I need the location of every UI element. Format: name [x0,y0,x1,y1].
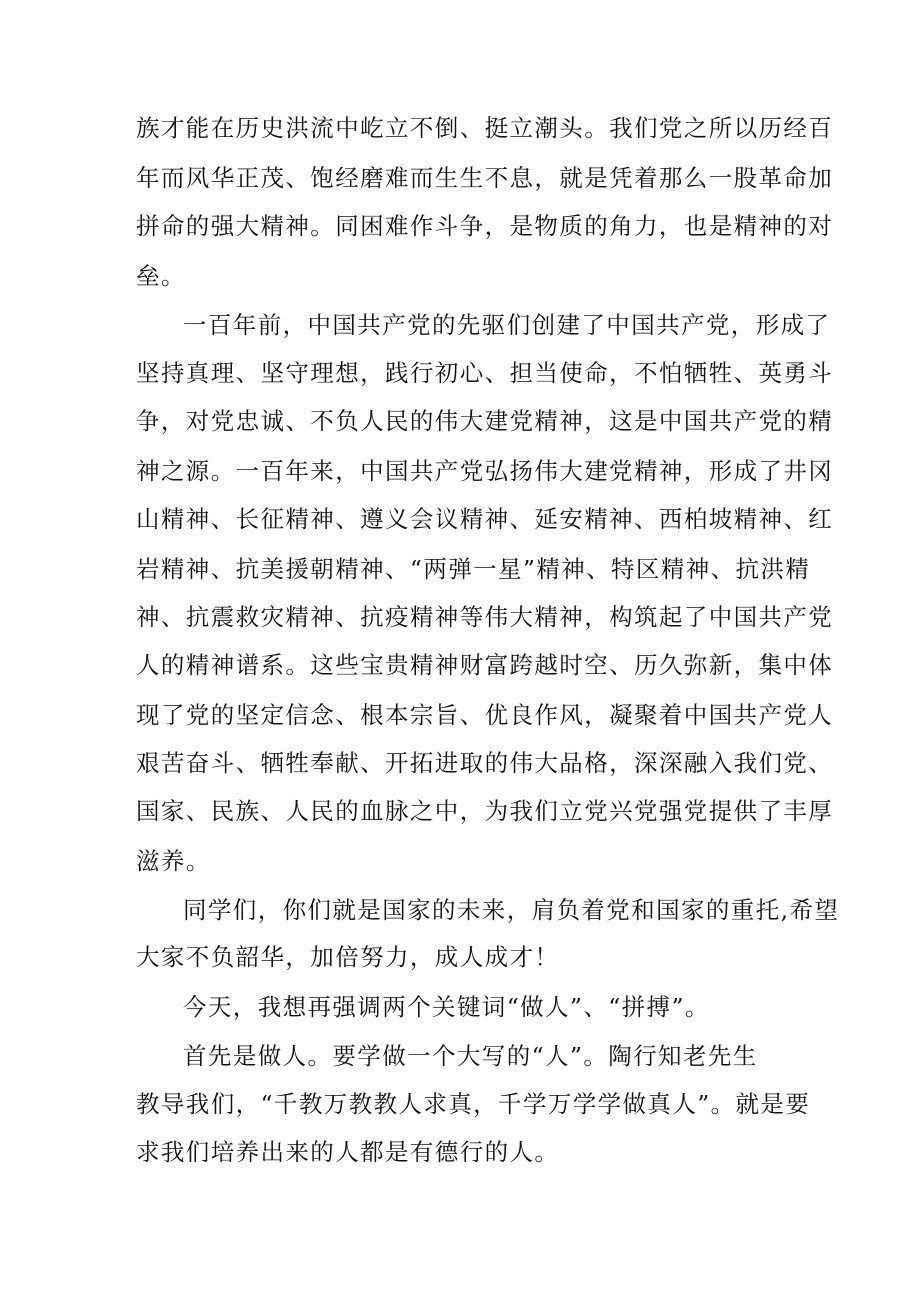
paragraph-start-line: 首先是做人。要学做一个大写的“人”。陶行知老先生 [183,1042,758,1070]
paragraph-start-line: 今天，我想再强调两个关键词“做人”、“拼搏”。 [183,993,710,1021]
text-line: 坚持真理、坚守理想，践行初心、担当使命，不怕牺牲、英勇斗 [136,359,834,387]
text-line: 人的精神谱系。这些宝贵精神财富跨越时空、历久弥新，集中体 [136,651,834,679]
text-line: 艰苦奋斗、牺牲奉献、开拓进取的伟大品格，深深融入我们党、 [136,749,834,777]
text-line: 神、抗震救灾精神、抗疫精神等伟大精神，构筑起了中国共产党 [136,603,834,631]
text-line: 教导我们，“千教万教教人求真，千学万学学做真人”。就是要 [136,1090,811,1118]
text-line: 大家不负韶华，加倍努力，成人成才！ [136,943,560,971]
paragraph-start-line: 同学们，你们就是国家的未来，肩负着党和国家的重托,希望 [183,896,840,924]
text-line: 年而风华正茂、饱经磨难而生生不息，就是凭着那么一股革命加 [136,164,834,192]
text-line: 拼命的强大精神。同困难作斗争，是物质的角力，也是精神的对 [136,212,834,240]
text-line: 岩精神、抗美援朝精神、“两弹一星”精神、特区精神、抗洪精 [136,555,811,583]
text-line: 神之源。一百年来，中国共产党弘扬伟大建党精神，形成了井冈 [136,457,834,485]
text-line: 山精神、长征精神、遵义会议精神、延安精神、西柏坡精神、红 [136,505,834,533]
paragraph-start-line: 一百年前，中国共产党的先驱们创建了中国共产党，形成了 [183,311,831,339]
text-line: 争，对党忠诚、不负人民的伟大建党精神，这是中国共产党的精 [136,407,834,435]
text-line: 现了党的坚定信念、根本宗旨、优良作风，凝聚着中国共产党人 [136,701,834,729]
text-line: 垒。 [136,262,186,290]
text-line: 国家、民族、人民的血脉之中，为我们立党兴党强党提供了丰厚 [136,797,834,825]
text-line: 求我们培养出来的人都是有德行的人。 [136,1138,560,1166]
text-line: 滋养。 [136,847,211,875]
text-line: 族才能在历史洪流中屹立不倒、挺立潮头。我们党之所以历经百 [136,114,834,142]
